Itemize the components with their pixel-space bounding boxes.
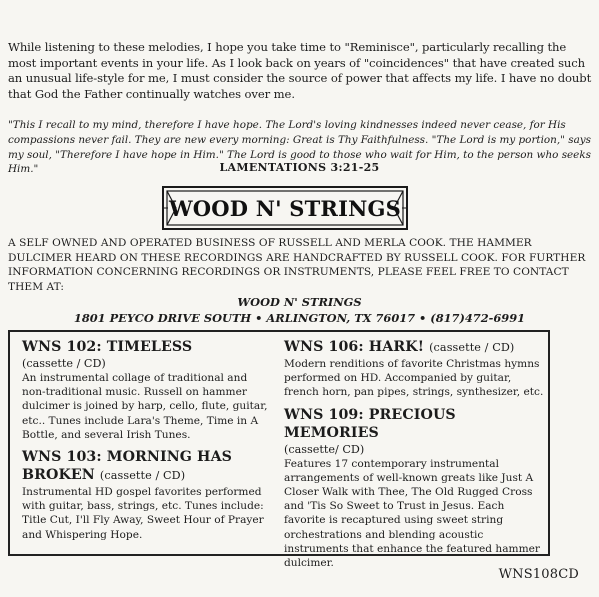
item-format: (cassette / CD) xyxy=(429,341,515,354)
scripture-quote: "This I recall to my mind, therefore I have hope. The Lord's loving kindnesses indeed never cease, for His compassions never fail. They are new every morning: Great is Thy Faithfulness. "The Lord is my portion," says my soul, "Therefore I have hope in Him." The Lord is good to those who wait for Him, to the person who seeks Him." xyxy=(8,119,591,176)
scripture-reference: LAMENTATIONS 3:21-25 xyxy=(219,161,380,174)
item-title xyxy=(22,448,274,485)
catalog-left-column xyxy=(22,338,274,548)
catalog-item-wns106 xyxy=(284,338,546,400)
contact-address: 1801 PEYCO DRIVE SOUTH • ARLINGTON, TX 76017 • (817)472-6991 xyxy=(73,311,526,325)
item-description: Modern renditions of favorite Christmas hymns performed on HD. Accompanied by guitar, french horn, pan pipes, strings, synthesizer, etc. xyxy=(284,358,544,399)
catalog-item-wns103 xyxy=(22,448,274,542)
item-format: (cassette/ CD) xyxy=(284,442,365,456)
business-paragraph: A SELF OWNED AND OPERATED BUSINESS OF RUSSELL AND MERLA COOK. THE HAMMER DULCIMER HEARD ON THESE RECORDINGS ARE HANDCRAFTED BY RUSSELL COOK. FOR FURTHER INFORMATION CONCERNING RECORDINGS OR INSTRUMENTS, PLEASE FEEL FREE TO CONTACT THEM AT: xyxy=(8,237,586,293)
catalog-code: WNS108CD xyxy=(498,567,579,582)
contact-name: WOOD N' STRINGS xyxy=(237,295,362,309)
catalog-item-wns109 xyxy=(284,406,546,571)
item-description: Features 17 contemporary instrumental arrangements of well-known greats like Just A Closer Walk with Thee, The Old Rugged Cross and 'Tis So Sweet to Trust in Jesus. Each favorite is recaptured using sweet string orchestrations and blending acoustic instruments that enhance the featured hammer dulcimer. xyxy=(284,457,540,570)
item-description: Instrumental HD gospel favorites performed with guitar, bass, strings, etc. Tunes include: Title Cut, I'll Fly Away, Sweet Hour of Prayer and Whispering Hope. xyxy=(22,486,264,541)
item-title-text: WNS 103: MORNING HAS BROKEN xyxy=(22,449,233,484)
item-description: An instrumental collage of traditional and non-traditional music. Russell on hammer dulcimer is joined by harp, cello, flute, guitar, etc.. Tunes include Lara's Theme, Time in A Bottle, and several Irish Tunes. xyxy=(22,372,268,441)
catalog-item-wns102 xyxy=(22,338,274,442)
item-title xyxy=(284,338,546,357)
catalog-box xyxy=(8,330,550,570)
wood-n-strings-logo xyxy=(162,186,408,230)
item-format: (cassette / CD) xyxy=(99,469,186,483)
item-format: (cassette / CD) xyxy=(22,357,106,370)
catalog-right-column xyxy=(284,338,546,576)
logo-text: WOOD N' STRINGS xyxy=(169,195,401,221)
item-title-text: WNS 106: HARK! xyxy=(284,339,425,355)
intro-paragraph: While listening to these melodies, I hope you take time to "Reminisce", particularly recalling the most important events in your life. As I look back on years of "coincidences" that have created such an unusual life-style for me, I must consider the source of power that affects my life. I have no doubt that God the Father continually watches over me. xyxy=(8,40,592,101)
contact-block xyxy=(0,294,599,326)
item-title: WNS 109: PRECIOUS MEMORIES xyxy=(284,406,456,441)
item-title: WNS 102: TIMELESS xyxy=(22,339,193,355)
